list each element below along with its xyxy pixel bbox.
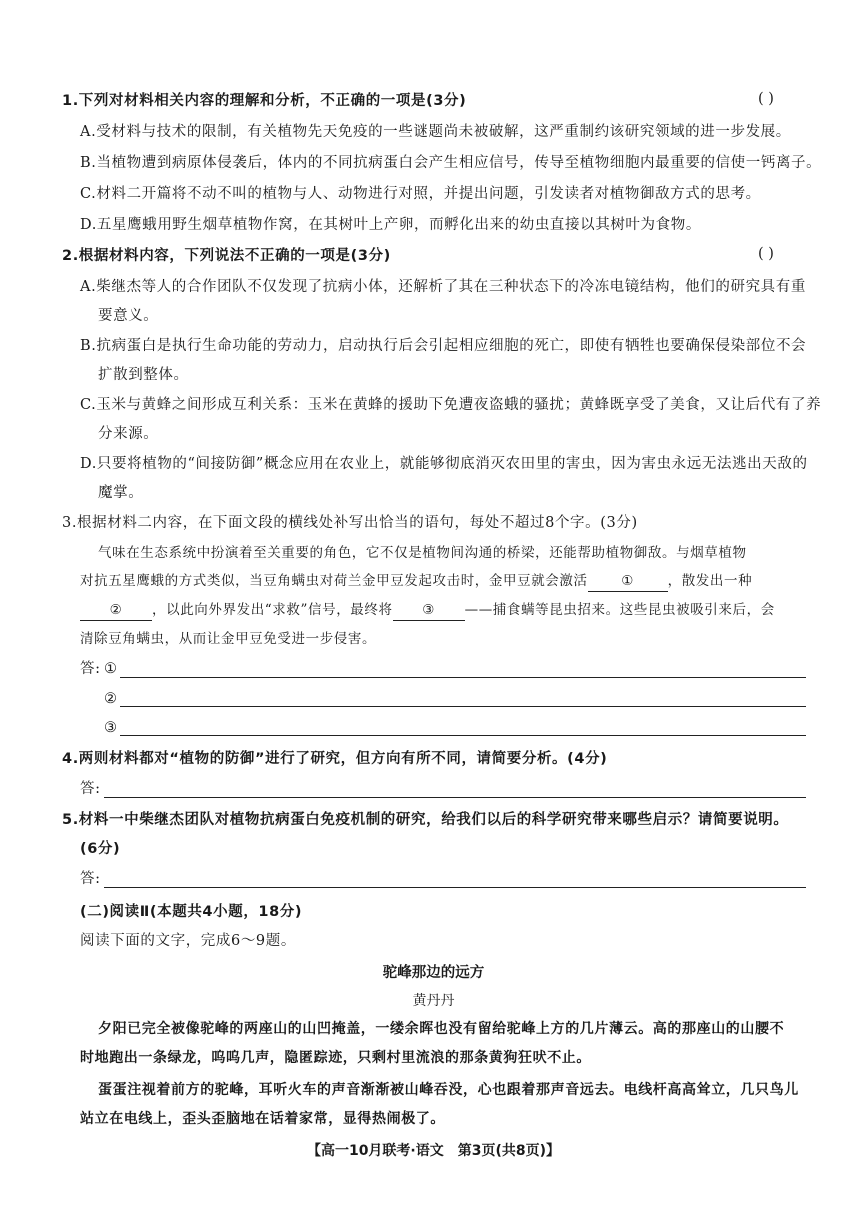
q3-passage-line2 [80,571,752,592]
q1-stem: 1.下列对材料相关内容的理解和分析，不正确的一项是(3分) [62,93,467,109]
section2-heading: (二)阅读Ⅱ(本题共4小题，18分) [80,904,303,920]
q3-passage-line2-text: 对抗五星鹰蛾的方式类似，当豆角螨虫对荷兰金甲豆发起攻击时，金甲豆就会激活 [80,573,588,589]
q3-answer-line-1[interactable] [120,677,806,678]
q4-stem: 4.两则材料都对“植物的防御”进行了研究，但方向有所不同，请简要分析。(4分) [62,751,608,767]
q1-option-a: A.受材料与技术的限制，有关植物先天免疫的一些谜题尚未被破解，这严重制约该研究领域的进一步发展。 [80,124,791,140]
q5-answer-line[interactable] [104,887,806,888]
q5-answer-label: 答: [80,871,101,887]
q2-option-b-line1: B.抗病蛋白是执行生命功能的劳动力，启动执行后会引起相应细胞的死亡，即使有牺牲也要确保侵染部位不会 [80,338,807,354]
q2-answer-bracket: ( ) [758,246,774,262]
q3-blank-3[interactable]: ③ [393,600,465,621]
article-title: 驼峰那边的远方 [382,965,485,981]
q1-answer-bracket: ( ) [758,91,774,107]
q2-option-b-line2: 扩散到整体。 [98,367,189,383]
q3-answer-mark-1: ① [104,661,118,677]
q3-passage-line4: 清除豆角螨虫，从而让金甲豆免受进一步侵害。 [80,631,377,647]
q2-option-c-line2: 分来源。 [98,426,159,442]
q3-blank-2[interactable]: ② [80,600,152,621]
q3-stem: 3.根据材料二内容，在下面文段的横线处补写出恰当的语句，每处不超过8个字。(3分) [62,515,638,531]
q3-passage-line1: 气味在生态系统中扮演着至关重要的角色，它不仅是植物间沟通的桥梁，还能帮助植物御敌。与烟草植物 [98,545,747,561]
q3-passage-line2-tail: ，散发出一种 [667,573,753,589]
q2-stem: 2.根据材料内容，下列说法不正确的一项是(3分) [62,248,391,264]
q1-option-d: D.五星鹰蛾用野生烟草植物作窝，在其树叶上产卵，而孵化出来的幼虫直接以其树叶为食物。 [80,217,701,233]
q4-answer-line[interactable] [104,797,806,798]
q5-score: (6分) [80,841,121,857]
q3-answer-line-3[interactable] [120,735,806,736]
q2-option-d-line1: D.只要将植物的“间接防御”概念应用在农业上，就能够彻底消灭农田里的害虫，因为害虫永远无法逃出天敌的 [80,456,808,472]
q4-answer-label: 答: [80,781,101,797]
q2-option-a-line2: 要意义。 [98,308,159,324]
q3-answer-mark-3: ③ [104,720,118,736]
q2-option-c-line1: C.玉米与黄蜂之间形成互利关系：玉米在黄蜂的援助下免遭夜盗蛾的骚扰；黄蜂既享受了美食，又让后代有了养 [80,397,822,413]
q3-passage-line3-tail: ——捕食螨等昆虫招来。这些昆虫被吸引来后，会 [464,602,775,618]
article-paragraph1-line1: 夕阳已完全被像驼峰的两座山的山凹掩盖，一缕余晖也没有留给驼峰上方的几片薄云。高的那座山的山腰不 [98,1021,785,1037]
article-author: 黄丹丹 [412,993,455,1009]
q3-answer-label: 答: [80,661,101,677]
q1-option-b: B.当植物遭到病原体侵袭后，体内的不同抗病蛋白会产生相应信号，传导至植物细胞内最重要的信使一钙离子。 [80,155,822,171]
q3-blank-1[interactable]: ① [588,571,668,592]
page-footer: 【高一10月联考·语文 第3页(共8页)】 [306,1143,561,1159]
q3-passage-line3-text: ，以此向外界发出“求救”信号，最终将 [152,602,393,618]
q3-passage-line3 [80,600,775,621]
q2-option-a-line1: A.柴继杰等人的合作团队不仅发现了抗病小体，还解析了其在三种状态下的冷冻电镜结构，他们的研究具有重 [80,279,806,295]
article-paragraph1-line2: 时地跑出一条绿龙，呜呜几声，隐匿踪迹，只剩村里流浪的那条黄狗狂吠不止。 [80,1050,591,1066]
article-paragraph2-line2: 站立在电线上，歪头歪脑地在话着家常，显得热闹极了。 [80,1111,445,1127]
section2-instruction: 阅读下面的文字，完成6～9题。 [80,933,296,949]
q3-answer-mark-2: ② [104,691,118,707]
q1-option-c: C.材料二开篇将不动不叫的植物与人、动物进行对照，并提出问题，引发读者对植物御敌方式的思考。 [80,186,761,202]
article-paragraph2-line1: 蛋蛋注视着前方的驼峰，耳听火车的声音渐渐被山峰吞没，心也跟着那声音远去。电线杆高高耸立，几只鸟儿 [98,1082,799,1098]
q2-option-d-line2: 魔掌。 [98,485,144,501]
q3-answer-line-2[interactable] [120,706,806,707]
q5-stem: 5.材料一中柴继杰团队对植物抗病蛋白免疫机制的研究，给我们以后的科学研究带来哪些启示？请简要说明。 [62,812,789,828]
